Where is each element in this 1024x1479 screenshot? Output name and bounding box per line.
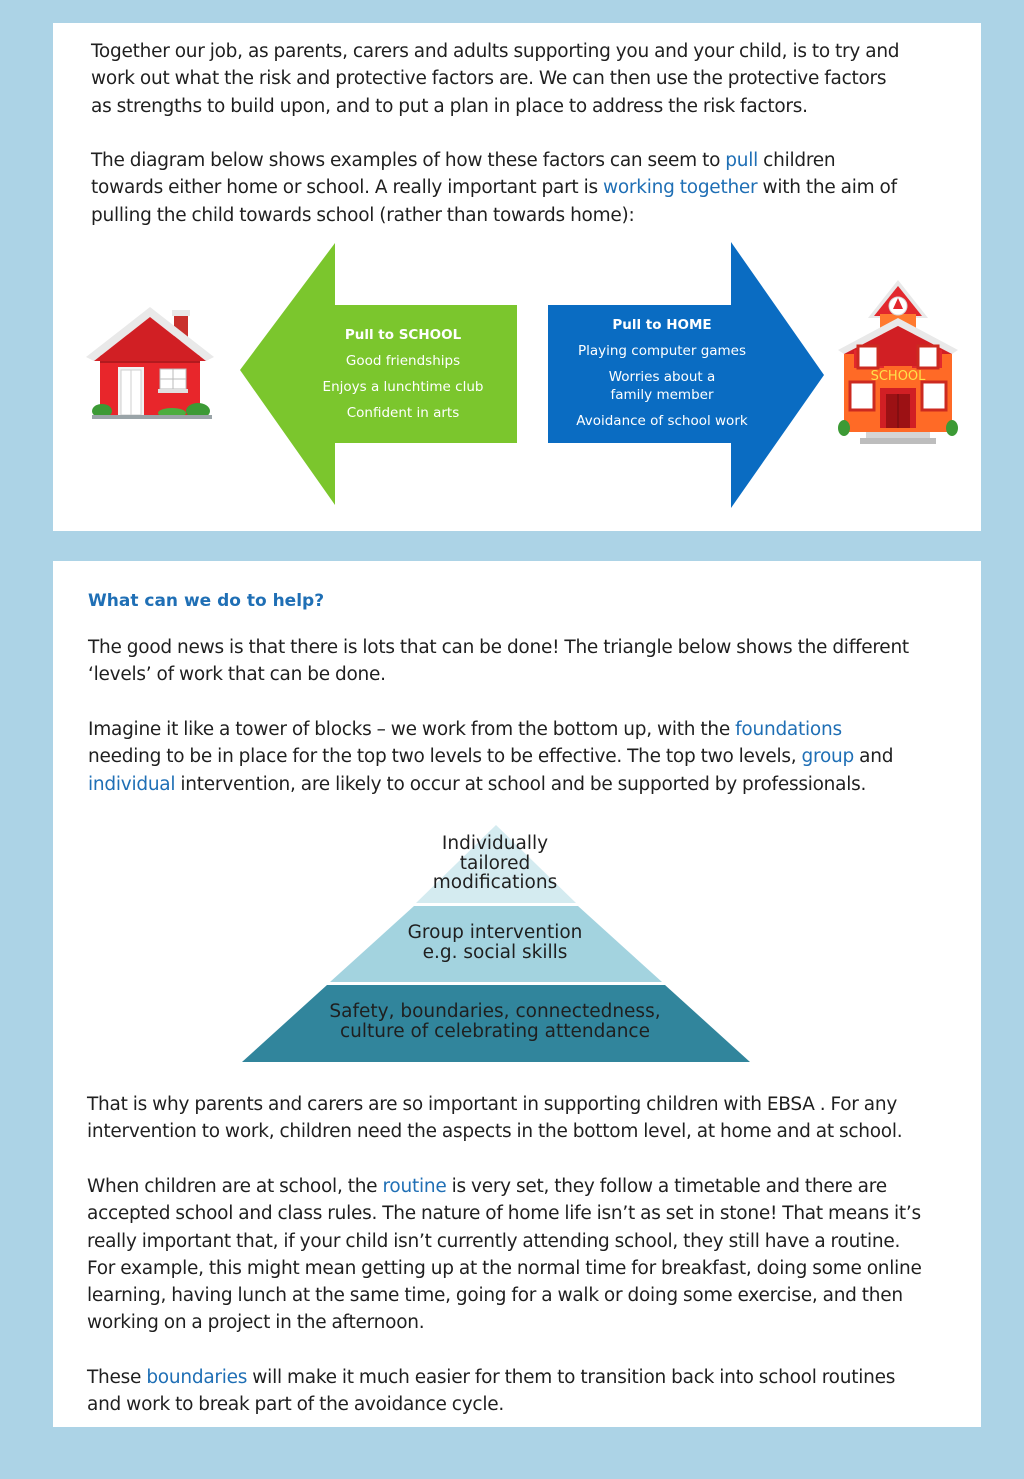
house-icon xyxy=(86,305,216,423)
highlight-group: group xyxy=(801,746,855,768)
highlight-foundations: foundations xyxy=(735,719,842,740)
pull-to-home-item: Playing computer games xyxy=(577,343,747,359)
after-line: For example, this might mean getting up at the normal time for breakfast, doing some online xyxy=(87,1257,922,1279)
after-paragraph-3 xyxy=(87,1364,895,1419)
intro-line: Together our job, as parents, carers and adults supporting you and your child, is to try and xyxy=(91,41,900,62)
help-paragraph-2 xyxy=(88,716,893,798)
after-line: That is why parents and carers are so important in supporting children with EBSA . For any xyxy=(87,1094,898,1115)
after-line: really important that, if your child isn’t currently attending school, they still have a routine. xyxy=(87,1230,901,1252)
diagram-intro-line: towards either home or school. A really important part is working together with the aim of xyxy=(91,177,897,199)
intro-line: as strengths to build upon, and to put a plan in place to address the risk factors. xyxy=(91,95,808,117)
help-line: needing to be in place for the top two levels to be effective. The top two levels, group and xyxy=(88,746,894,768)
pull-to-home-title: Pull to HOME xyxy=(612,317,712,333)
after-line: working on a project in the afternoon. xyxy=(87,1312,425,1334)
after-line: learning, having lunch at the same time, going for a walk or doing some exercise, and then xyxy=(87,1285,903,1307)
pull-to-home-text xyxy=(562,316,762,438)
pyramid-top-line: Individually xyxy=(441,833,549,854)
pyramid-top-line: modifications xyxy=(432,872,558,893)
highlight-boundaries: boundaries xyxy=(146,1367,248,1388)
highlight-pull: pull xyxy=(725,150,759,171)
help-line: Imagine it like a tower of blocks – we work from the bottom up, with the foundations xyxy=(88,719,842,740)
pull-to-school-text xyxy=(312,326,494,430)
diagram-intro-line: pulling the child towards school (rather than towards home): xyxy=(91,204,635,226)
pull-to-school-item: Enjoys a lunchtime club xyxy=(322,379,484,395)
after-line: intervention to work, children need the aspects in the bottom level, at home and at school. xyxy=(87,1121,903,1143)
pull-to-school-item: Confident in arts xyxy=(346,405,460,421)
help-paragraph-1 xyxy=(88,634,909,689)
after-line: When children are at school, the routine is very set, they follow a timetable and there are xyxy=(87,1176,887,1197)
pyramid-bottom-line: Safety, boundaries, connectedness, xyxy=(329,1001,661,1022)
pull-to-school-item: Good friendships xyxy=(345,353,461,369)
after-paragraph-1 xyxy=(87,1091,902,1146)
pyramid-middle-label xyxy=(345,923,645,962)
after-line: and work to break part of the avoidance cycle. xyxy=(87,1394,504,1416)
school-icon xyxy=(836,278,960,448)
diagram-intro-paragraph xyxy=(91,147,897,229)
pyramid-bottom-label xyxy=(295,1002,695,1041)
highlight-working-together: working together xyxy=(602,177,758,199)
pyramid-middle-line: Group intervention xyxy=(407,922,583,943)
pyramid-middle-line: e.g. social skills xyxy=(422,941,568,963)
help-line: The good news is that there is lots that can be done! The triangle below shows the different xyxy=(88,637,909,658)
pull-to-home-item: Worries about a family member xyxy=(608,369,716,403)
after-paragraph-2 xyxy=(87,1173,922,1337)
diagram-intro-line: The diagram below shows examples of how these factors can seem to pull children xyxy=(91,150,836,171)
pyramid-top-line: tailored xyxy=(459,852,531,874)
pull-to-home-item: Avoidance of school work xyxy=(576,413,748,429)
highlight-individual: individual xyxy=(88,773,176,795)
after-line: These boundaries will make it much easier for them to transition back into school routines xyxy=(87,1367,896,1388)
pyramid-bottom-line: culture of celebrating attendance xyxy=(339,1020,650,1042)
pull-to-school-title: Pull to SCHOOL xyxy=(344,327,462,343)
intro-paragraph xyxy=(91,38,899,120)
school-sign: SCHOOL xyxy=(870,369,926,384)
help-heading: What can we do to help? xyxy=(88,591,325,611)
pyramid-top-label xyxy=(395,834,595,893)
help-line: ‘levels’ of work that can be done. xyxy=(88,664,386,686)
intro-line: work out what the risk and protective factors are. We can then use the protective factors xyxy=(91,68,887,90)
highlight-routine: routine xyxy=(382,1176,447,1197)
help-line: individual intervention, are likely to occur at school and be supported by professionals. xyxy=(88,773,867,795)
after-line: accepted school and class rules. The nature of home life isn’t as set in stone! That means it’s xyxy=(87,1203,921,1225)
